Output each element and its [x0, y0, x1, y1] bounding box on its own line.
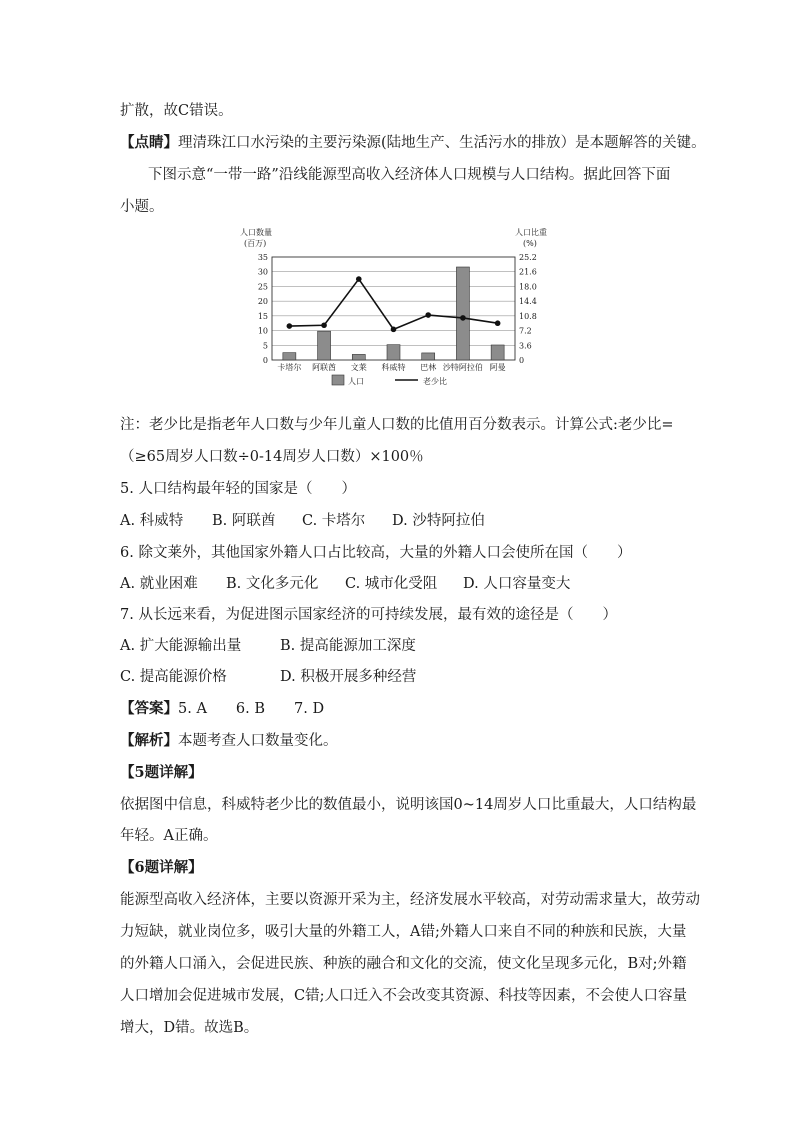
y-left-tick-label: 5 — [262, 341, 268, 351]
text-line: 扩散，故C错误。 — [120, 103, 233, 119]
detail-5-line: 依据图中信息，科威特老少比的数值最小，说明该国0~14周岁人口比重最大，人口结构最 — [120, 797, 697, 813]
q5-option-b: B. 阿联酋 — [212, 513, 276, 529]
tip-paragraph — [120, 133, 706, 153]
answer-tag: 【答案】 — [120, 700, 178, 717]
bar-population — [422, 353, 435, 360]
answer-line — [120, 699, 690, 719]
y-right-label-2: (%) — [523, 239, 537, 248]
y-left-tick-label: 10 — [257, 326, 268, 336]
y-right-tick-label: 0 — [519, 356, 525, 365]
q7-option-c: C. 提高能源价格 — [120, 669, 227, 685]
bar-population — [491, 345, 504, 360]
y-left-label-2: (百万) — [244, 239, 267, 248]
category-label: 沙特阿拉伯 — [442, 363, 483, 372]
y-right-tick-label: 10.8 — [519, 311, 537, 321]
note-line-1: 注：老少比是指老年人口数与少年儿童人口数的比值用百分数表示。计算公式:老少比= — [120, 417, 674, 433]
ratio-point — [495, 320, 501, 326]
category-label: 巴林 — [420, 363, 437, 372]
q5-option-a: A. 科威特 — [120, 513, 184, 529]
detail-6-line: 力短缺，就业岗位多，吸引大量的外籍工人，A错;外籍人口来自不同的种族和民族，大量 — [120, 924, 687, 940]
y-left-tick-label: 35 — [257, 253, 268, 262]
ratio-point — [321, 322, 327, 328]
detail-6-line: 能源型高收入经济体，主要以资源开采为主，经济发展水平较高，对劳动需求量大，故劳动 — [120, 892, 700, 908]
ratio-point — [425, 312, 431, 318]
detail-6-line: 增大，D错。故选B。 — [120, 1020, 259, 1036]
y-right-label-1: 人口比重 — [515, 228, 547, 237]
bar-population — [387, 345, 400, 360]
q5-option-d: D. 沙特阿拉伯 — [392, 513, 485, 529]
bar-population — [456, 267, 469, 360]
detail-6-line: 人口增加会促进城市发展，C错;人口迁入不会改变其资源、科技等因素，不会使人口容量 — [120, 988, 687, 1004]
analysis-text: 本题考查人口数量变化。 — [178, 733, 338, 749]
detail-6-line: 的外籍人口涌入，会促进民族、种族的融合和文化的交流，使文化呈现多元化，B对;外籍 — [120, 956, 687, 972]
intro-line-2: 小题。 — [120, 199, 164, 215]
plot-area — [258, 253, 537, 372]
q5-option-c: C. 卡塔尔 — [302, 513, 366, 529]
y-left-tick-label: 0 — [262, 356, 268, 365]
analysis-tag: 【解析】 — [120, 732, 178, 749]
y-right-tick-label: 21.6 — [519, 267, 537, 277]
tip-tag: 【点睛】 — [120, 134, 178, 151]
y-right-tick-label: 18.0 — [519, 282, 537, 292]
y-left-tick-label: 30 — [257, 267, 268, 277]
bar-population — [318, 331, 331, 360]
q7-option-b: B. 提高能源加工深度 — [280, 638, 416, 654]
y-right-tick-label: 14.4 — [519, 297, 537, 307]
question-7-stem: 7. 从长远来看，为促进图示国家经济的可持续发展，最有效的途径是（ ） — [120, 607, 617, 623]
y-left-tick-label: 15 — [257, 311, 268, 321]
detail-5-heading: 【5题详解】 — [120, 764, 203, 781]
legend-label-ratio: 老少比 — [423, 377, 447, 386]
y-right-tick-label: 3.6 — [519, 341, 532, 351]
y-right-tick-label: 7.2 — [519, 326, 532, 336]
question-5-stem: 5. 人口结构最年轻的国家是（ ） — [120, 481, 356, 497]
bar-population — [352, 354, 365, 360]
category-label: 阿联酋 — [312, 363, 337, 372]
analysis-line — [120, 731, 690, 751]
y-left-label-1: 人口数量 — [240, 228, 272, 237]
q6-option-d: D. 人口容量变大 — [463, 576, 571, 592]
ratio-point — [460, 315, 466, 321]
q6-option-b: B. 文化多元化 — [226, 576, 319, 592]
category-label: 文莱 — [350, 363, 367, 372]
y-left-tick-label: 25 — [257, 282, 268, 292]
answer-text: 5. A 6. B 7. D — [178, 701, 325, 717]
question-6-stem: 6. 除文莱外，其他国家外籍人口占比较高，大量的外籍人口会使所在国（ ） — [120, 545, 632, 561]
q7-option-d: D. 积极开展多种经营 — [280, 669, 417, 685]
q7-option-a: A. 扩大能源输出量 — [120, 638, 242, 654]
ratio-point — [287, 323, 293, 329]
q6-option-c: C. 城市化受阻 — [345, 576, 438, 592]
ratio-point — [356, 276, 362, 282]
bar-population — [283, 353, 296, 360]
y-left-tick-label: 20 — [257, 297, 268, 307]
intro-line: 下图示意“一带一路”沿线能源型高收入经济体人口规模与人口结构。据此回答下面 — [148, 167, 671, 183]
legend-swatch-population — [332, 375, 344, 385]
category-label: 卡塔尔 — [277, 363, 302, 372]
y-right-tick-label: 25.2 — [519, 253, 537, 262]
q6-option-a: A. 就业困难 — [120, 576, 198, 592]
category-label: 阿曼 — [489, 363, 506, 372]
category-label: 科威特 — [381, 363, 406, 372]
tip-text: 理清珠江口水污染的主要污染源(陆地生产、生活污水的排放）是本题解答的关键。 — [178, 135, 706, 151]
detail-6-heading: 【6题详解】 — [120, 859, 203, 876]
detail-5-line: 年轻。A正确。 — [120, 828, 218, 844]
legend-label-population: 人口 — [348, 377, 364, 386]
population-chart — [230, 222, 560, 397]
ratio-point — [391, 327, 397, 333]
note-line-2: （≥65周岁人口数÷0-14周岁人口数）×100％ — [120, 449, 424, 465]
